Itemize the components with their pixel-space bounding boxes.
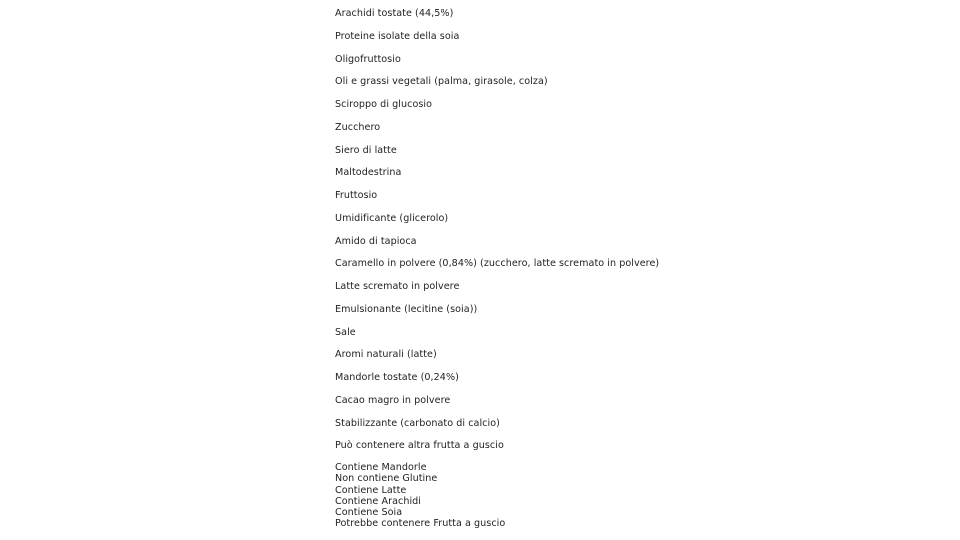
ingredient-item: Arachidi tostate (44,5%) <box>335 8 454 19</box>
allergen-item: Contiene Mandorle <box>335 462 427 473</box>
allergen-item: Contiene Arachidi <box>335 495 422 507</box>
ingredient-item: Siero di latte <box>335 144 397 156</box>
ingredient-item: Umidificante (glicerolo) <box>335 212 449 224</box>
allergen-item: Contiene Latte <box>335 484 407 496</box>
ingredient-item: Sale <box>335 326 356 338</box>
ingredient-item: Amido di tapioca <box>335 235 417 247</box>
ingredient-item: Oligofruttosio <box>335 53 401 65</box>
ingredient-item: Fruttosio <box>335 190 378 201</box>
ingredient-item: Zucchero <box>335 121 381 133</box>
ingredient-item: Sciroppo di glucosio <box>335 99 433 110</box>
ingredient-item: Maltodestrina <box>335 167 402 179</box>
ingredient-item: Stabilizzante (carbonato di calcio) <box>335 417 500 429</box>
allergen-item: Potrebbe contenere Frutta a guscio <box>335 518 506 530</box>
ingredient-item: Latte scremato in polvere <box>335 281 460 292</box>
ingredient-item: Proteine isolate della soia <box>335 30 460 42</box>
ingredient-item: Può contenere altra frutta a guscio <box>335 440 504 452</box>
ingredient-item: Caramello in polvere (0,84%) (zucchero, latte scremato in polvere) <box>335 258 660 270</box>
ingredient-item: Cacao magro in polvere <box>335 394 451 406</box>
ingredient-item: Emulsionante (lecitine (soia)) <box>335 303 478 315</box>
ingredient-item: Mandorle tostate (0,24%) <box>335 372 459 383</box>
ingredient-item: Oli e grassi vegetali (palma, girasole, colza) <box>335 76 548 88</box>
allergen-item: Contiene Soia <box>335 507 403 519</box>
ingredient-list <box>335 7 855 452</box>
ingredient-item: Aromi naturali (latte) <box>335 349 437 361</box>
allergen-item: Non contiene Glutine <box>335 473 438 485</box>
allergen-list <box>335 462 855 530</box>
product-info <box>335 7 855 530</box>
